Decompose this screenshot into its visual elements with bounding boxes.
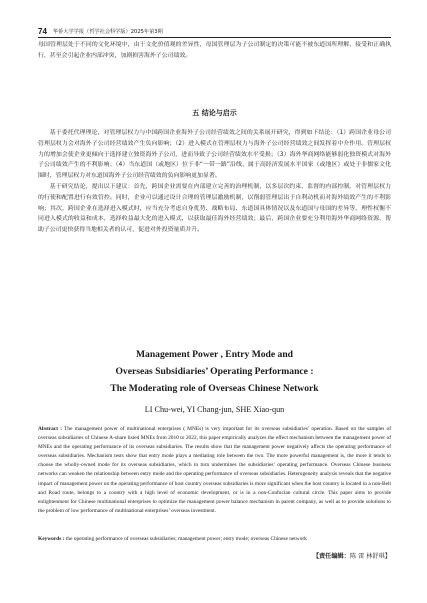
- top-paragraph: 母国管理层处于不同的文化环境中，由于文化价值观的差异性，母国管理层为子公司制定的决策可能不被东道国所理解、接受和正确执行，甚至会引起企业内部冲突，加剧损害海外子公司绩效。: [38, 42, 391, 59]
- section-title: 五 结论与启示: [192, 109, 237, 117]
- running-header: [38, 22, 391, 36]
- abstract-label: Abstract :: [38, 426, 63, 432]
- top-paragraph-block: [38, 40, 391, 62]
- header-rule: [38, 37, 391, 38]
- english-title-line-3: The Moderating role of Overseas Chinese Network: [110, 383, 319, 394]
- editor-label: 【责任编辑：: [312, 553, 350, 560]
- english-title-line-2: Overseas Subsidiaries’ Operating Performance :: [115, 366, 314, 377]
- keywords-text: the operating performance of overseas subsidiaries; management power; entry mode; overseas Chinese network: [65, 536, 307, 542]
- english-abstract: [38, 425, 391, 516]
- section-body: [38, 128, 391, 236]
- editor-names: 陈 雷 林舒琪】: [349, 553, 391, 560]
- section-paragraph-1: 基于委托代理理论，对管理层权力与中国跨国企业海外子公司经营绩效之间的关系展开研究，得到如下结论：（1）跨国企业母公司管理层权力会对海外子公司经营绩效产生负向影响；（2）进入模式在管理层权力与海外子公司经营绩效之间发挥着中介作用。管理层权力的增加会使企业更倾向于选择建立独资海外子公司，进而导致子公司经营绩效水平受损；（3）海外华商网络能够弱化独资模式对海外子公司绩效产生的不利影响；（4）当东道国（或地区）位于非“一带一路”沿线、属于高经济发展水平国家（或地区）或处于非儒家文化圈时，管理层权力对东道国海外子公司经营绩效的负向影响更加显著。: [38, 130, 391, 180]
- keywords-label: Keywords :: [38, 536, 65, 542]
- section-paragraph-2: 基于研究结论，提出以下建议：首先，跨国企业需要在内部建立完善的治理机制，以多层次约束、监督的内部控制，对管理层权力的行使和配置进行有效管控。同时，企业可以通过设计合理的管理层激励机制，以削弱管理层出于自利动机而对海外绩效产生的不利影响；其次，跨国企业在选择进入模式时，应当充分考虑自身优势、战略布局、东道国具体情况以及东道国与母国的差异等，理性权衡不同进入模式的收益和成本，选择收益最大化的进入模式，以获取最佳海外经营绩效；最后，跨国企业要充分利用海外华商网络资源，帮助子公司更快获得当地相关者的认可，促进对外投资量质并升。: [38, 183, 391, 234]
- responsible-editor: [313, 552, 391, 561]
- journal-info: 华侨大学学报（哲学社会科学版）2025年第3期: [52, 29, 163, 35]
- english-title-line-1: Management Power , Entry Mode and: [135, 349, 294, 360]
- abstract-text: The management power of multinational enterprises ( MNEs) is very important for its overseas subsidiaries’ operation. Based on the samples of overseas subsidiaries of Chinese A-share listed MNEs from 2010 to 2022, this paper empirically analyzes the effect mechanism between the management power of MNEs and the operating performance of its overseas subsidiaries. The results show that the management power negatively affects the operating performance of overseas subsidiaries. Mechanism tests show that entry mode plays a mediating role between the two. The more powerful management is, the more it tends to choose the wholly-owned mode for its overseas subsidiaries, which in turn undermines the subsidiaries’ operating performance. Overseas Chinese business networks can weaken the relationship between entry mode and the operating performance of overseas subsidiaries. Heterogeneity analysis reveals that the negative impact of management power on the operating performance of host country overseas subsidiaries is more significant when the host country is located in a non-Belt and Road route, belongs to a country with a high level of economic development, or is in a non-Confucian cultural circle. This paper aims to provide enlightenment for Chinese multinational enterprises to optimize the management power balance mechanism in parent company, as well as to provide solutions to the problem of low performance of multinational enterprises’ overseas investment.: [38, 426, 392, 514]
- english-title: [38, 346, 391, 397]
- page-number: 74: [38, 27, 47, 36]
- english-authors: LI Chu-wei, YI Chang-jun, SHE Xiao-qun: [144, 405, 285, 414]
- english-keywords: [38, 535, 391, 544]
